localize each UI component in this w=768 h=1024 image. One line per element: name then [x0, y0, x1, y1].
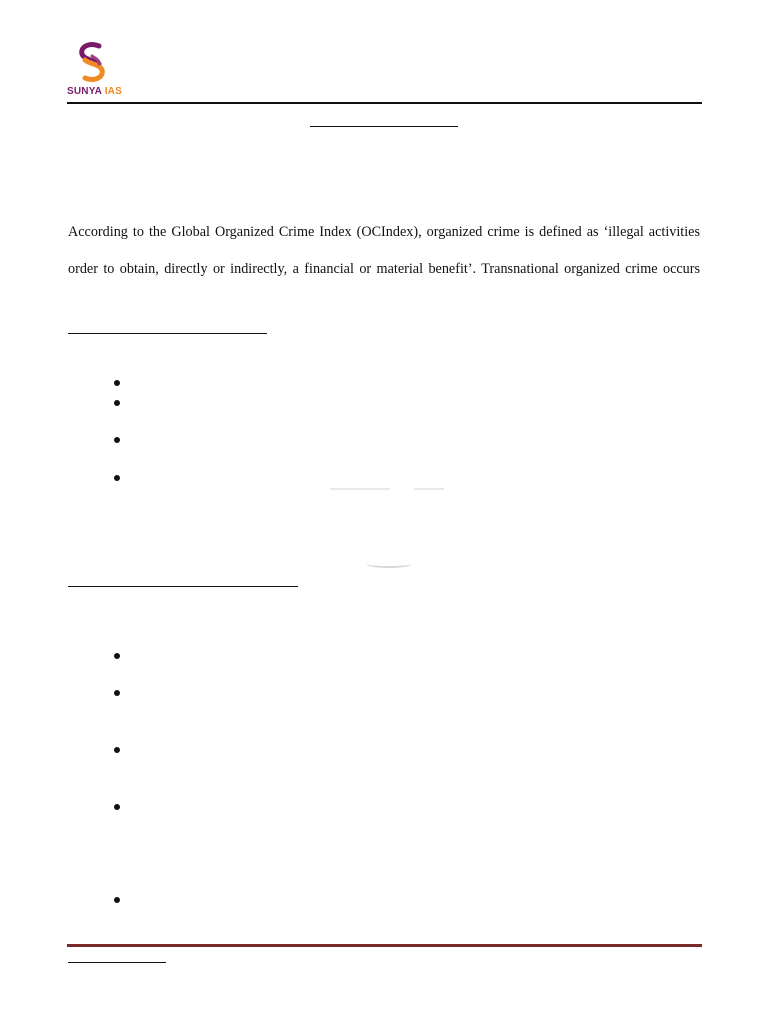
faded-mark — [330, 488, 390, 490]
brand-suffix: IAS — [104, 86, 122, 97]
footer-divider — [67, 944, 702, 947]
faded-mark — [366, 560, 412, 568]
section-2-bullet — [114, 653, 120, 659]
section-2-bullet — [114, 897, 120, 903]
section-1-bullet — [114, 400, 120, 406]
paragraph-line-2: order to obtain, directly or indirectly, a financial or material benefit’. Transnational organized crime occurs — [68, 261, 700, 277]
logo — [67, 42, 127, 98]
logo-text — [67, 86, 122, 97]
section-2-bullet — [114, 690, 120, 696]
section-2-bullet — [114, 747, 120, 753]
faded-mark — [414, 488, 444, 490]
section-1-bullet — [114, 475, 120, 481]
sunya-s-logo-icon — [75, 42, 109, 82]
paragraph-line-1: According to the Global Organized Crime Index (OCIndex), organized crime is defined as ‘illegal activities — [68, 224, 700, 240]
header-divider — [67, 102, 702, 104]
section-2-heading-underline — [68, 586, 298, 587]
brand-name: SUNYA — [67, 86, 102, 97]
section-1-heading-underline — [68, 333, 267, 334]
footnote-separator — [68, 962, 166, 963]
title-underline — [310, 126, 458, 127]
section-2-bullet — [114, 804, 120, 810]
section-1-bullet — [114, 437, 120, 443]
section-1-bullet — [114, 380, 120, 386]
